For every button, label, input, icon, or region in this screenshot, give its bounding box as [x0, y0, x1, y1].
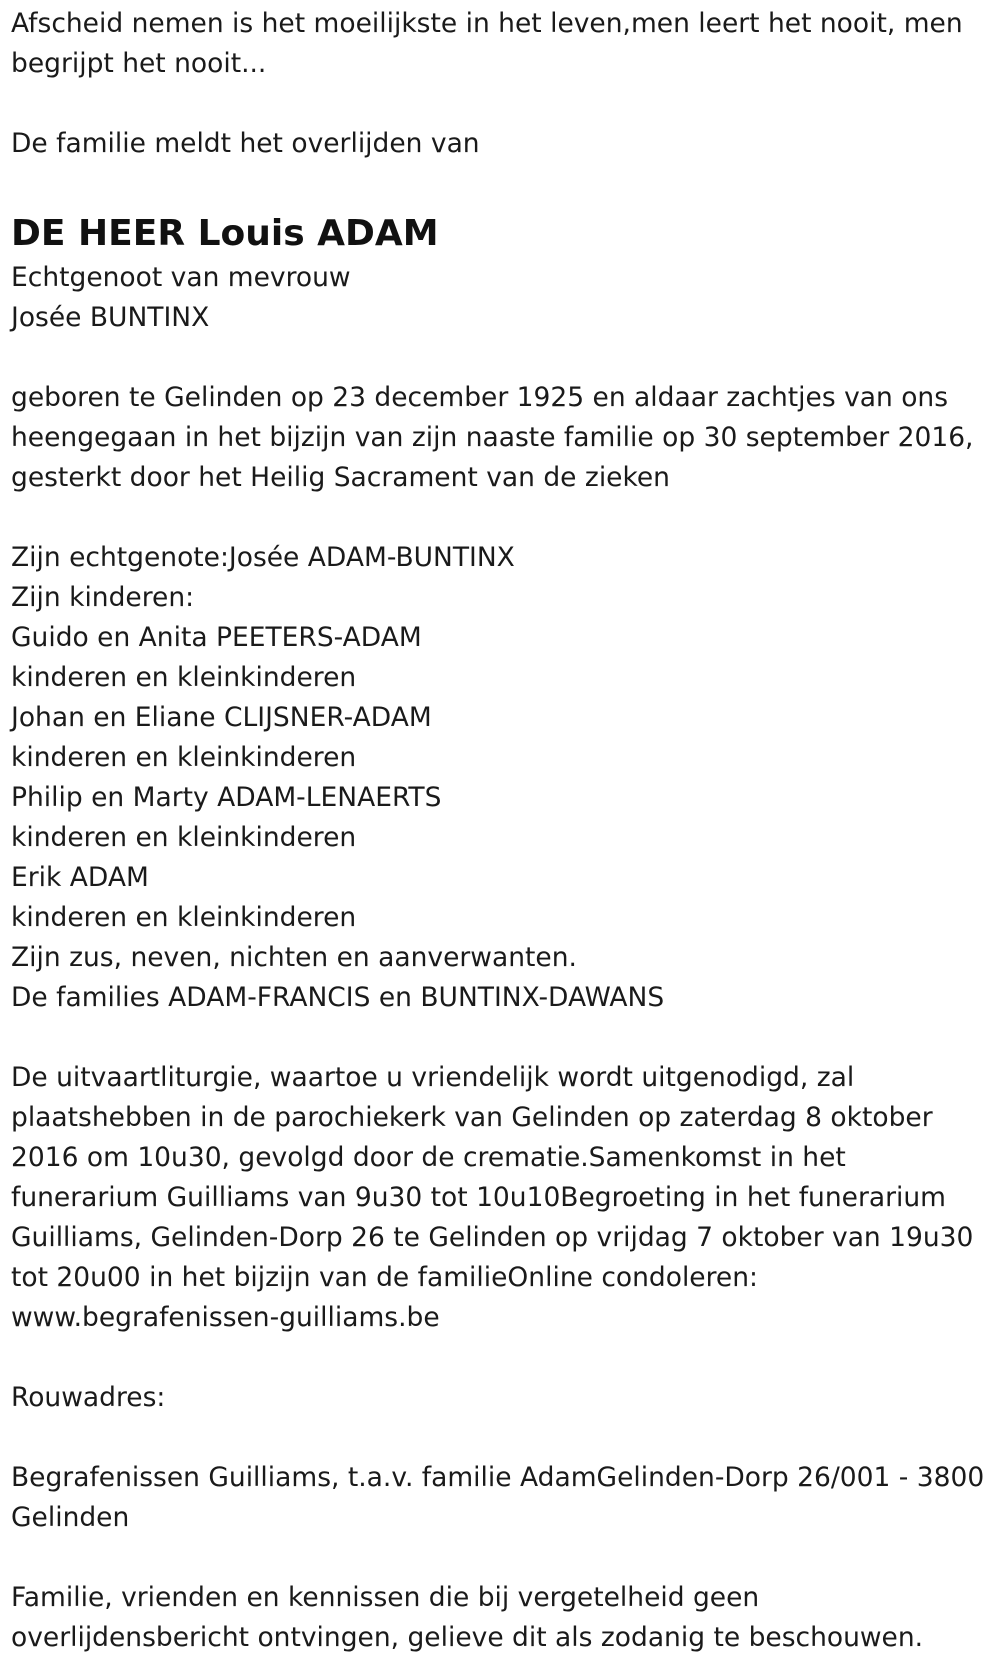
family-line: Zijn zus, neven, nichten en aanverwanten. [11, 942, 577, 973]
family-line: kinderen en kleinkinderen [11, 822, 357, 853]
opening-quote-line-1: Afscheid nemen is het moeilijkste in het leven,men leert het nooit, men [11, 8, 963, 39]
funeral-info-line: tot 20u00 in het bijzijn van de familieOnline condoleren: [11, 1262, 758, 1293]
mourning-address-line-2: Gelinden [11, 1502, 130, 1533]
family-line: De families ADAM-FRANCIS en BUNTINX-DAWANS [11, 982, 665, 1013]
family-line: kinderen en kleinkinderen [11, 742, 357, 773]
family-line: kinderen en kleinkinderen [11, 662, 357, 693]
spacer [11, 1538, 996, 1578]
family-line: Zijn echtgenote:Josée ADAM-BUNTINX [11, 542, 515, 573]
announcement: De familie meldt het overlijden van [11, 128, 480, 159]
spacer [11, 1418, 996, 1458]
funeral-info-line: De uitvaartliturgie, waartoe u vriendelijk wordt uitgenodigd, zal [11, 1062, 855, 1093]
closing-note-line-1: Familie, vrienden en kennissen die bij vergetelheid geen [11, 1582, 760, 1613]
family-line: Guido en Anita PEETERS-ADAM [11, 622, 422, 653]
funeral-info-line: Guilliams, Gelinden-Dorp 26 te Gelinden op vrijdag 7 oktober van 19u30 [11, 1222, 974, 1253]
mourning-address-line-1: Begrafenissen Guilliams, t.a.v. familie AdamGelinden-Dorp 26/001 - 3800 [11, 1462, 985, 1493]
opening-quote-line-2: begrijpt het nooit... [11, 48, 267, 79]
obituary-notice [11, 4, 996, 1658]
closing-note-line-2: overlijdensbericht ontvingen, gelieve dit als zodanig te beschouwen. [11, 1622, 924, 1653]
funeral-info-line: 2016 om 10u30, gevolgd door de crematie.Samenkomst in het [11, 1142, 846, 1173]
spacer [11, 164, 996, 210]
birth-death-line-3: gesterkt door het Heilig Sacrament van de zieken [11, 462, 670, 493]
funeral-info-line: funerarium Guilliams van 9u30 tot 10u10Begroeting in het funerarium [11, 1182, 946, 1213]
spacer [11, 84, 996, 124]
family-line: Johan en Eliane CLIJSNER-ADAM [11, 702, 432, 733]
spouse-intro-line-2: Josée BUNTINX [11, 302, 210, 333]
spacer [11, 1338, 996, 1378]
funeral-info-line: www.begrafenissen-guilliams.be [11, 1302, 440, 1333]
family-line: Erik ADAM [11, 862, 149, 893]
family-line: Philip en Marty ADAM-LENAERTS [11, 782, 442, 813]
birth-death-line-1: geboren te Gelinden op 23 december 1925 en aldaar zachtjes van ons [11, 382, 949, 413]
birth-death-line-2: heengegaan in het bijzijn van zijn naaste familie op 30 september 2016, [11, 422, 974, 453]
family-line: Zijn kinderen: [11, 582, 195, 613]
spacer [11, 338, 996, 378]
spacer [11, 498, 996, 538]
spouse-intro-line-1: Echtgenoot van mevrouw [11, 262, 351, 293]
spacer [11, 1018, 996, 1058]
mourning-address-label: Rouwadres: [11, 1382, 166, 1413]
family-line: kinderen en kleinkinderen [11, 902, 357, 933]
deceased-title: DE HEER Louis ADAM [11, 213, 439, 254]
funeral-info-line: plaatshebben in de parochiekerk van Gelinden op zaterdag 8 oktober [11, 1102, 933, 1133]
